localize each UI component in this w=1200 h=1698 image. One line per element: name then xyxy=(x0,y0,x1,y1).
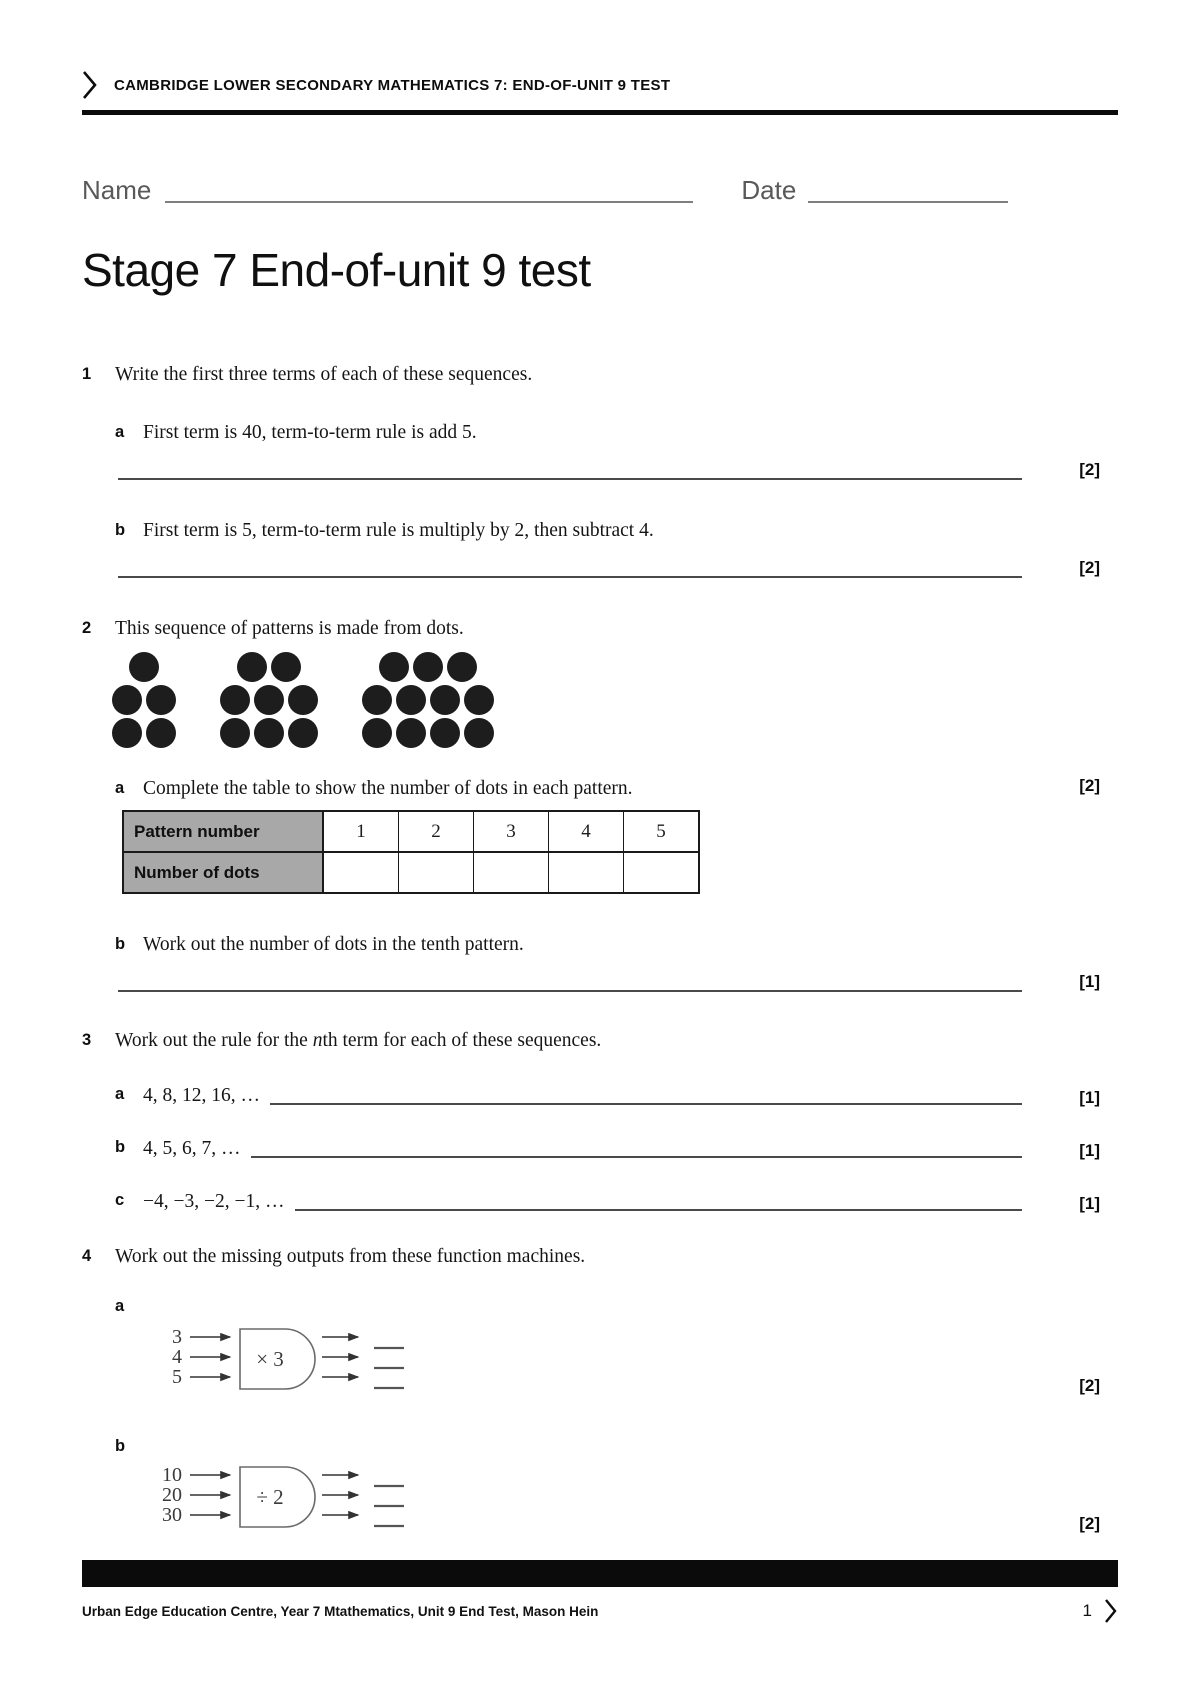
question-4 xyxy=(82,1244,1118,1270)
question-1-number: 1 xyxy=(82,365,92,384)
answer-line xyxy=(270,1093,1022,1105)
question-4-number: 4 xyxy=(82,1247,92,1266)
marks-badge: [1] xyxy=(1079,972,1100,992)
dot xyxy=(379,652,409,682)
date-blank-line xyxy=(808,173,1008,203)
dot xyxy=(237,652,267,682)
table-cell: 2 xyxy=(399,811,474,852)
page-header xyxy=(82,70,1118,100)
marks-badge: [1] xyxy=(1079,1141,1100,1161)
marks-badge: [2] xyxy=(1079,1376,1100,1396)
question-2b-answer-row xyxy=(118,970,1118,992)
operation-label: ÷ 2 xyxy=(256,1485,284,1510)
dot xyxy=(362,718,392,748)
dot xyxy=(413,652,443,682)
answer-line xyxy=(118,970,1022,992)
question-2a-letter: a xyxy=(115,779,125,798)
dot xyxy=(288,685,318,715)
pattern-table xyxy=(122,810,700,894)
table-header-number-of-dots: Number of dots xyxy=(123,852,323,893)
dot xyxy=(430,718,460,748)
date-label: Date xyxy=(741,174,797,205)
sequence-text: 4, 8, 12, 16, … xyxy=(143,1085,260,1107)
question-2b-letter: b xyxy=(115,935,126,954)
page-title: Stage 7 End-of-unit 9 test xyxy=(82,243,591,296)
answer-line xyxy=(118,458,1022,480)
function-machine-b-row xyxy=(146,1464,1118,1536)
table-cell: 5 xyxy=(624,811,700,852)
question-2b xyxy=(115,932,1118,958)
question-1b-answer-row xyxy=(118,556,1118,578)
input-number: 20 xyxy=(162,1484,182,1507)
operation-label: × 3 xyxy=(256,1347,284,1372)
chevron-right-icon xyxy=(82,70,98,100)
question-4a-letter: a xyxy=(115,1297,125,1316)
table-cell-empty xyxy=(549,852,624,893)
question-2a xyxy=(115,776,1118,802)
question-1a-text: First term is 40, term-to-term rule is add 5. xyxy=(143,422,477,444)
input-number: 3 xyxy=(172,1326,182,1349)
function-machine-a-row xyxy=(146,1326,1118,1398)
question-3b xyxy=(115,1135,1118,1161)
question-1b-text: First term is 5, term-to-term rule is multiply by 2, then subtract 4. xyxy=(143,520,654,542)
question-3a-letter: a xyxy=(115,1085,125,1104)
question-3c-letter: c xyxy=(115,1191,125,1210)
page-footer xyxy=(82,1598,1118,1624)
question-1-text: Write the first three terms of each of these sequences. xyxy=(115,364,533,386)
question-3c xyxy=(115,1188,1118,1214)
question-1b xyxy=(115,518,1118,544)
italic-n: n xyxy=(312,1030,323,1052)
input-number: 4 xyxy=(172,1346,182,1369)
dot xyxy=(464,718,494,748)
table-cell: 3 xyxy=(474,811,549,852)
question-2-text: This sequence of patterns is made from dots. xyxy=(115,618,464,640)
question-1a-answer-row xyxy=(118,458,1118,480)
table-cell-empty xyxy=(323,852,399,893)
question-4-text: Work out the missing outputs from these function machines. xyxy=(115,1246,586,1268)
table-row xyxy=(123,811,699,852)
input-number: 30 xyxy=(162,1504,182,1527)
dot xyxy=(146,685,176,715)
marks-badge: [1] xyxy=(1079,1088,1100,1108)
dot xyxy=(464,685,494,715)
input-number: 5 xyxy=(172,1366,182,1389)
sequence-text: −4, −3, −2, −1, … xyxy=(143,1191,285,1213)
question-1a xyxy=(115,420,1118,446)
machine-b-outputs xyxy=(322,1475,404,1526)
marks-badge: [1] xyxy=(1079,1194,1100,1214)
question-3a xyxy=(115,1082,1118,1108)
dot xyxy=(396,685,426,715)
dot xyxy=(254,718,284,748)
marks-badge: [2] xyxy=(1079,776,1100,796)
name-label: Name xyxy=(82,174,152,205)
dot xyxy=(112,718,142,748)
answer-line xyxy=(118,556,1022,578)
dot-pattern xyxy=(220,652,318,748)
dot xyxy=(271,652,301,682)
question-4b-letter: b xyxy=(115,1437,126,1456)
dot xyxy=(447,652,477,682)
question-3 xyxy=(82,1028,1118,1054)
dot-patterns xyxy=(112,652,1118,748)
table-cell-empty xyxy=(474,852,549,893)
question-1 xyxy=(82,362,1118,388)
question-3-text: Work out the rule for the nth term for each of these sequences. xyxy=(115,1030,602,1052)
dot xyxy=(396,718,426,748)
dot xyxy=(129,652,159,682)
dot xyxy=(288,718,318,748)
input-number: 10 xyxy=(162,1464,182,1487)
question-3-number: 3 xyxy=(82,1031,92,1050)
table-cell: 1 xyxy=(323,811,399,852)
footer-text: Urban Edge Education Centre, Year 7 Mtathematics, Unit 9 End Test, Mason Hein xyxy=(82,1603,599,1619)
name-blank-line xyxy=(165,173,693,203)
table-header-pattern-number: Pattern number xyxy=(123,811,323,852)
question-2 xyxy=(82,616,1118,642)
chevron-right-icon xyxy=(1104,1598,1118,1624)
spacer xyxy=(633,776,1058,802)
machine-a-inputs xyxy=(172,1326,230,1388)
dot xyxy=(220,718,250,748)
question-1a-letter: a xyxy=(115,423,125,442)
header-rule xyxy=(82,110,1118,115)
table-cell-empty xyxy=(399,852,474,893)
dot-pattern xyxy=(362,652,494,748)
question-3b-letter: b xyxy=(115,1138,126,1157)
page-number: 1 xyxy=(1082,1601,1092,1620)
footer-rule-bar xyxy=(82,1560,1118,1587)
header-title: CAMBRIDGE LOWER SECONDARY MATHEMATICS 7: END-OF-UNIT 9 TEST xyxy=(114,76,671,94)
dot xyxy=(430,685,460,715)
answer-line xyxy=(295,1199,1023,1211)
question-2b-text: Work out the number of dots in the tenth pattern. xyxy=(143,934,524,956)
answer-line xyxy=(251,1146,1023,1158)
sequence-text: 4, 5, 6, 7, … xyxy=(143,1138,241,1160)
dot xyxy=(254,685,284,715)
dot-pattern xyxy=(112,652,176,748)
name-date-row xyxy=(82,167,1118,203)
dot xyxy=(362,685,392,715)
table-row xyxy=(123,852,699,893)
question-2a-text: Complete the table to show the number of dots in each pattern. xyxy=(143,778,633,800)
machine-a-outputs xyxy=(322,1337,404,1388)
dot xyxy=(220,685,250,715)
dot xyxy=(146,718,176,748)
marks-badge: [2] xyxy=(1079,1514,1100,1534)
machine-b-inputs xyxy=(162,1464,230,1526)
function-machine-b xyxy=(146,1464,446,1536)
dot xyxy=(112,685,142,715)
table-cell: 4 xyxy=(549,811,624,852)
marks-badge: [2] xyxy=(1079,460,1100,480)
question-2-number: 2 xyxy=(82,619,92,638)
marks-badge: [2] xyxy=(1079,558,1100,578)
table-cell-empty xyxy=(624,852,700,893)
function-machine-a xyxy=(146,1326,446,1398)
question-1b-letter: b xyxy=(115,521,126,540)
